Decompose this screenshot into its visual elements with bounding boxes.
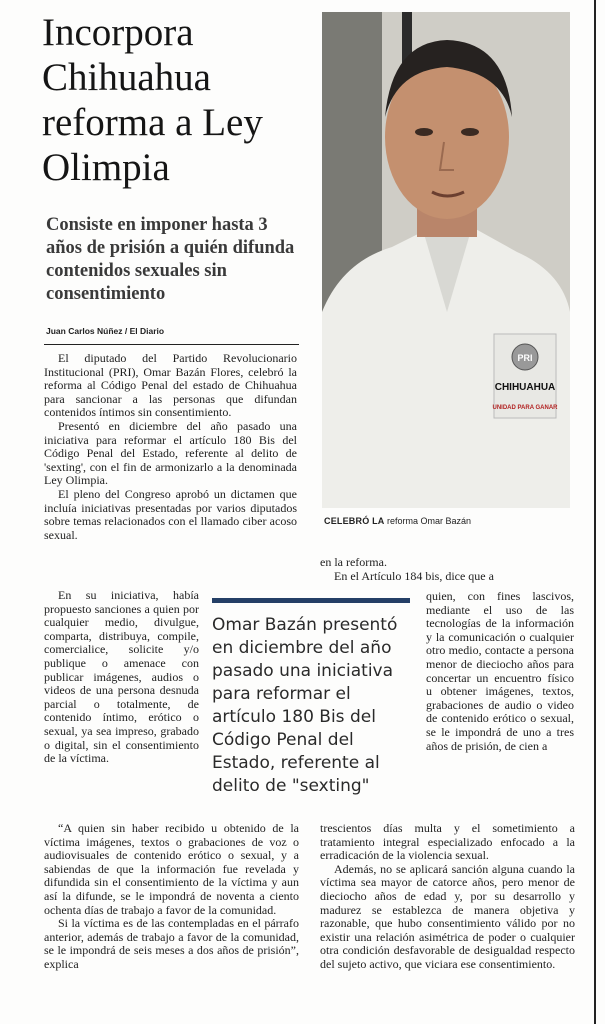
pullquote: Omar Bazán presentó en diciembre del año pasado una iniciativa para reformar el artículo 180 Bis del Código Penal del Estado, referente al delito de "sexting" [212,615,398,796]
paragraph: quien, con fines lascivos, mediante el uso de las tecnologías de la información y la comunicación o cualquier otro medio, contacte a persona menor de dieciocho años para concertar un encuentro físico u obtener imágenes, textos, grabaciones de audio o video de contenido erótico o sexual, se le impondrá de uno a tres años de prisión, de cien a [426,589,574,753]
caption-lead: CELEBRÓ LA [324,516,385,526]
caption-text: reforma Omar Bazán [387,516,472,526]
paragraph: Además, no se aplicará sanción alguna cuando la víctima sea mayor de catorce años, pero menor de dieciocho años de edad y, por su desarrollo y madurez se establezca de manera objetiva y razonable, que hubo consentimiento válido por no existir una relación asimétrica de poder o cualquier otra condición desfavorable de desigualdad respecto del sujeto activo, que viciara ese consentimiento. [320,861,575,971]
portrait-illustration [322,12,570,508]
headline: Incorpora Chihuahua reforma a Ley Olimpia [42,11,263,189]
paragraph: El diputado del Partido Revolucionario Institucional (PRI), Omar Bazán Flores, celebró la reforma al Código Penal del estado de Chihuahua para sancionar a las personas que difundan contenidos íntimos sin consentimiento. [44,351,297,420]
paragraph: Presentó en diciembre del año pasado una iniciativa para reformar el artículo 180 Bis del Código Penal del Estado, referente al delito de 'sexting', con el fin de armonizarlo a la denominada Ley Olimpia. [44,418,297,488]
body-column-1 [44,352,297,542]
paragraph: Si la víctima es de las contempladas en el párrafo anterior, además de trabajo a favor de la comunidad, se le impondrá de seis meses a dos años de prisión”, explica [44,916,299,971]
byline: Juan Carlos Núñez / El Diario [46,326,165,336]
body-column-1b [44,589,199,766]
photo-caption [324,516,471,526]
paragraph: En el Artículo 184 bis, dice que a [334,568,494,583]
paragraph: En su iniciativa, había propuesto sanciones a quien por cualquier medio, divulgue, comparta, distribuya, compile, comercialice, solicite y/o publique o amenace con publicar imágenes, audios o videos de una persona desnuda parcial o totalmente, de contenido íntimo, erótico o sexual, ya sea impreso, grabado o digital, sin el consentimiento de la víctima. [44,588,199,766]
shirt-logo-text: CHIHUAHUA [494,382,556,393]
shirt-logo-subtext: UNIDAD PARA GANAR [492,405,558,411]
page-edge-rule [594,0,596,1024]
paragraph: en la reforma. [320,555,387,569]
body-column-2c [320,822,575,972]
body-column-2a [320,556,575,583]
body-column-2b [426,590,574,753]
pullquote-bar [212,598,410,603]
paragraph: trescientos días multa y el sometimiento a tratamiento integral especializado enfocado a la erradicación de la violencia sexual. [320,821,575,863]
body-column-1c [44,822,299,972]
subhead: Consiste en imponer hasta 3 años de prisión a quién difunda contenidos sexuales sin consentimiento [46,215,295,304]
paragraph: El pleno del Congreso aprobó un dictamen que incluía iniciativas presentadas por varios diputados sobre temas relacionados con el llamado ciber acoso sexual. [44,486,297,542]
portrait-photo [322,12,570,508]
badge-text: PRI [517,353,533,363]
byline-divider [44,344,299,345]
paragraph: “A quien sin haber recibido u obtenido de la víctima imágenes, textos o grabaciones de voz o audiovisuales de contenido erótico o sexual, y a sabiendas de que la información fue revelada y difundida sin el consentimiento de la víctima y aun así la difunde, se le impondrá de noventa a ciento ochenta días de trabajo a favor de la comunidad. [44,821,299,917]
